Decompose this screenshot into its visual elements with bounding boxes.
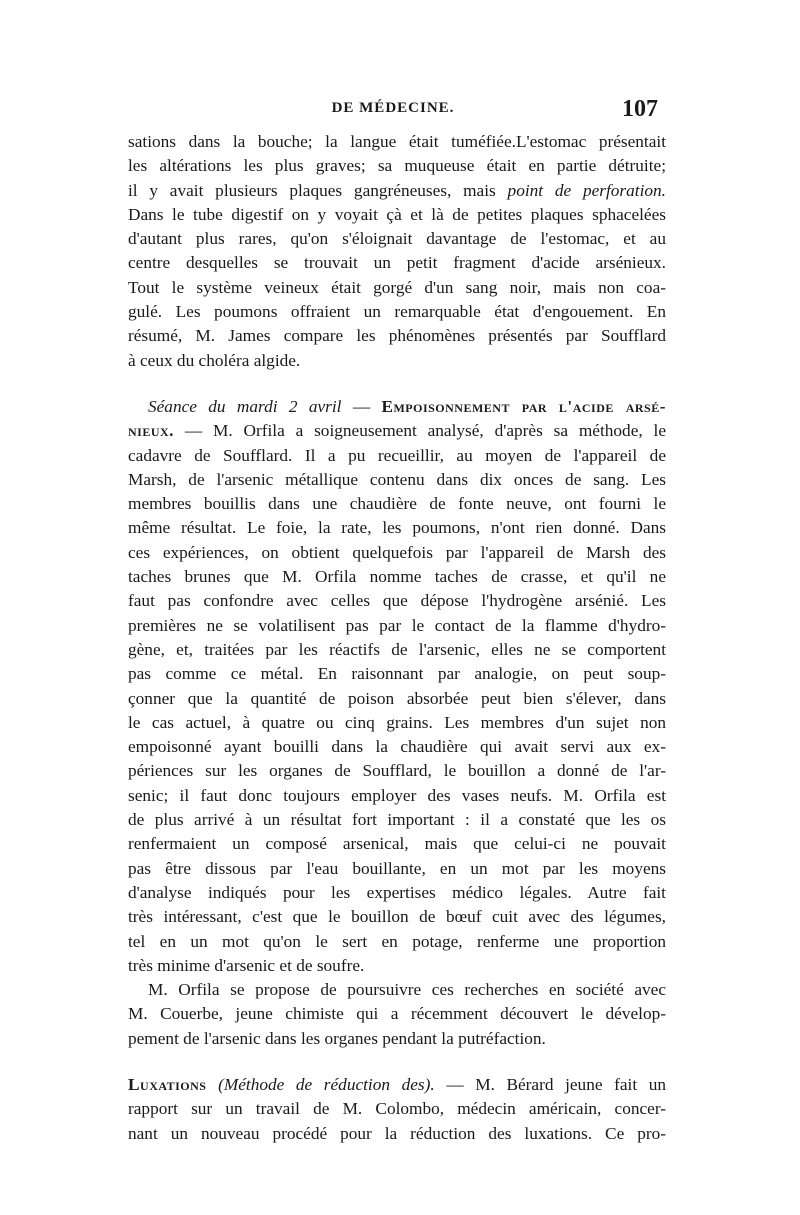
text-line: gène, et, traitées par les réactifs de l'arsenic, elles ne se comportent	[128, 639, 666, 659]
text-line: à ceux du choléra algide.	[128, 350, 301, 370]
text-line: M. Orfila se propose de poursuivre ces recherches en société avec	[148, 980, 666, 1000]
session-date: Séance du mardi 2 avril	[148, 396, 342, 416]
text-line: membres bouillis dans une chaudière de fonte neuve, ont fourni le	[128, 494, 666, 514]
text-line: d'autant plus rares, qu'on s'éloignait davantage de l'estomac, et au	[128, 229, 666, 249]
section-title: Empoisonnement par l'acide arsé-	[381, 396, 666, 416]
section-gap	[128, 1051, 666, 1073]
text-line: pas être dissous par l'eau bouillante, en un mot par les moyens	[128, 858, 666, 878]
text-fragment: — M. Orfila a soigneusement analysé, d'après sa méthode, le	[174, 421, 666, 441]
text-line: les altérations les plus graves; sa muqueuse était en partie détruite;	[128, 156, 666, 176]
text-line: pement de l'arsenic dans les organes pendant la putréfaction.	[128, 1028, 546, 1048]
text-line: sations dans la bouche; la langue était tuméfiée.L'estomac présentait	[128, 132, 666, 151]
body-text	[128, 130, 666, 1146]
text-line: périences sur les organes de Soufflard, le bouillon a donné de l'ar-	[128, 761, 666, 781]
text-line: çonner que la quantité de poison absorbée peut bien s'élever, dans	[128, 688, 666, 708]
text-line: centre desquelles se trouvait un petit fragment d'acide arsénieux.	[128, 253, 666, 273]
text-line: Dans le tube digestif on y voyait çà et là de petites plaques sphacelées	[128, 204, 666, 224]
running-head-title: DE MÉDECINE.	[331, 100, 455, 116]
text-line: ces expériences, on obtient quelquefois par l'appareil de Marsh des	[128, 542, 666, 562]
text-line	[128, 419, 666, 443]
text-line: même résultat. Le foie, la rate, les poumons, n'ont rien donné. Dans	[128, 518, 666, 538]
heading-dash: —	[341, 396, 382, 416]
section-subtitle: (Méthode de réduction des).	[218, 1074, 435, 1094]
text-fragment: — M. Bérard jeune fait un	[434, 1074, 667, 1094]
text-fragment: il y avait plusieurs plaques gangréneuses, mais	[128, 180, 508, 200]
section-heading-line	[128, 395, 666, 419]
page-number: 107	[622, 96, 658, 122]
text-line: pas comme ce métal. En raisonnant par analogie, on peut soup-	[128, 664, 666, 684]
text-line: très intéressant, c'est que le bouillon de bœuf cuit avec des légumes,	[128, 907, 666, 927]
text-line: tel en un mot qu'on le sert en potage, renferme une proportion	[128, 931, 666, 951]
text-line: faut pas confondre avec celles que dépose l'hydrogène arsénié. Les	[128, 591, 666, 611]
text-line: Marsh, de l'arsenic métallique contenu dans dix onces de sang. Les	[128, 469, 666, 489]
section-heading-line	[128, 1073, 666, 1097]
text-line: nant un nouveau procédé pour la réduction des luxations. Ce pro-	[128, 1123, 666, 1143]
text-line: gulé. Les poumons offraient un remarquable état d'engouement. En	[128, 302, 666, 322]
text-line: premières ne se volatilisent pas par le contact de la flamme d'hydro-	[128, 615, 666, 635]
text-line: le cas actuel, à quatre ou cinq grains. Les membres d'un sujet non	[128, 712, 666, 732]
text-line: renfermaient un composé arsenical, mais que celui-ci ne pouvait	[128, 834, 666, 854]
text-line	[128, 179, 666, 203]
text-line: taches brunes que M. Orfila nomme taches de crasse, et qu'il ne	[128, 567, 666, 587]
text-line: empoisonné ayant bouilli dans la chaudière qui avait servi aux ex-	[128, 737, 666, 757]
text-line: senic; il faut donc toujours employer des vases neufs. M. Orfila est	[128, 785, 666, 805]
text-line: Tout le système veineux était gorgé d'un sang noir, mais non coa-	[128, 277, 666, 297]
text-line: cadavre de Soufflard. Il a pu recueillir, au moyen de l'appareil de	[128, 445, 666, 465]
italic-phrase: point de perforation.	[507, 180, 666, 200]
section-title-continued: nieux.	[128, 421, 174, 441]
text-line: d'analyse indiqués pour les expertises médico légales. Autre fait	[128, 882, 666, 902]
text-line: de plus arrivé à un résultat fort important : il a constaté que les os	[128, 810, 666, 830]
text-line: rapport sur un travail de M. Colombo, médecin américain, concer-	[128, 1099, 666, 1119]
text-line: très minime d'arsenic et de soufre.	[128, 955, 365, 975]
text-line: résumé, M. James compare les phénomènes présentés par Soufflard	[128, 326, 666, 346]
section-title: Luxations	[128, 1074, 207, 1094]
section-gap	[128, 373, 666, 395]
running-head	[128, 96, 658, 126]
text-line: M. Couerbe, jeune chimiste qui a récemment découvert le dévelop-	[128, 1004, 666, 1024]
